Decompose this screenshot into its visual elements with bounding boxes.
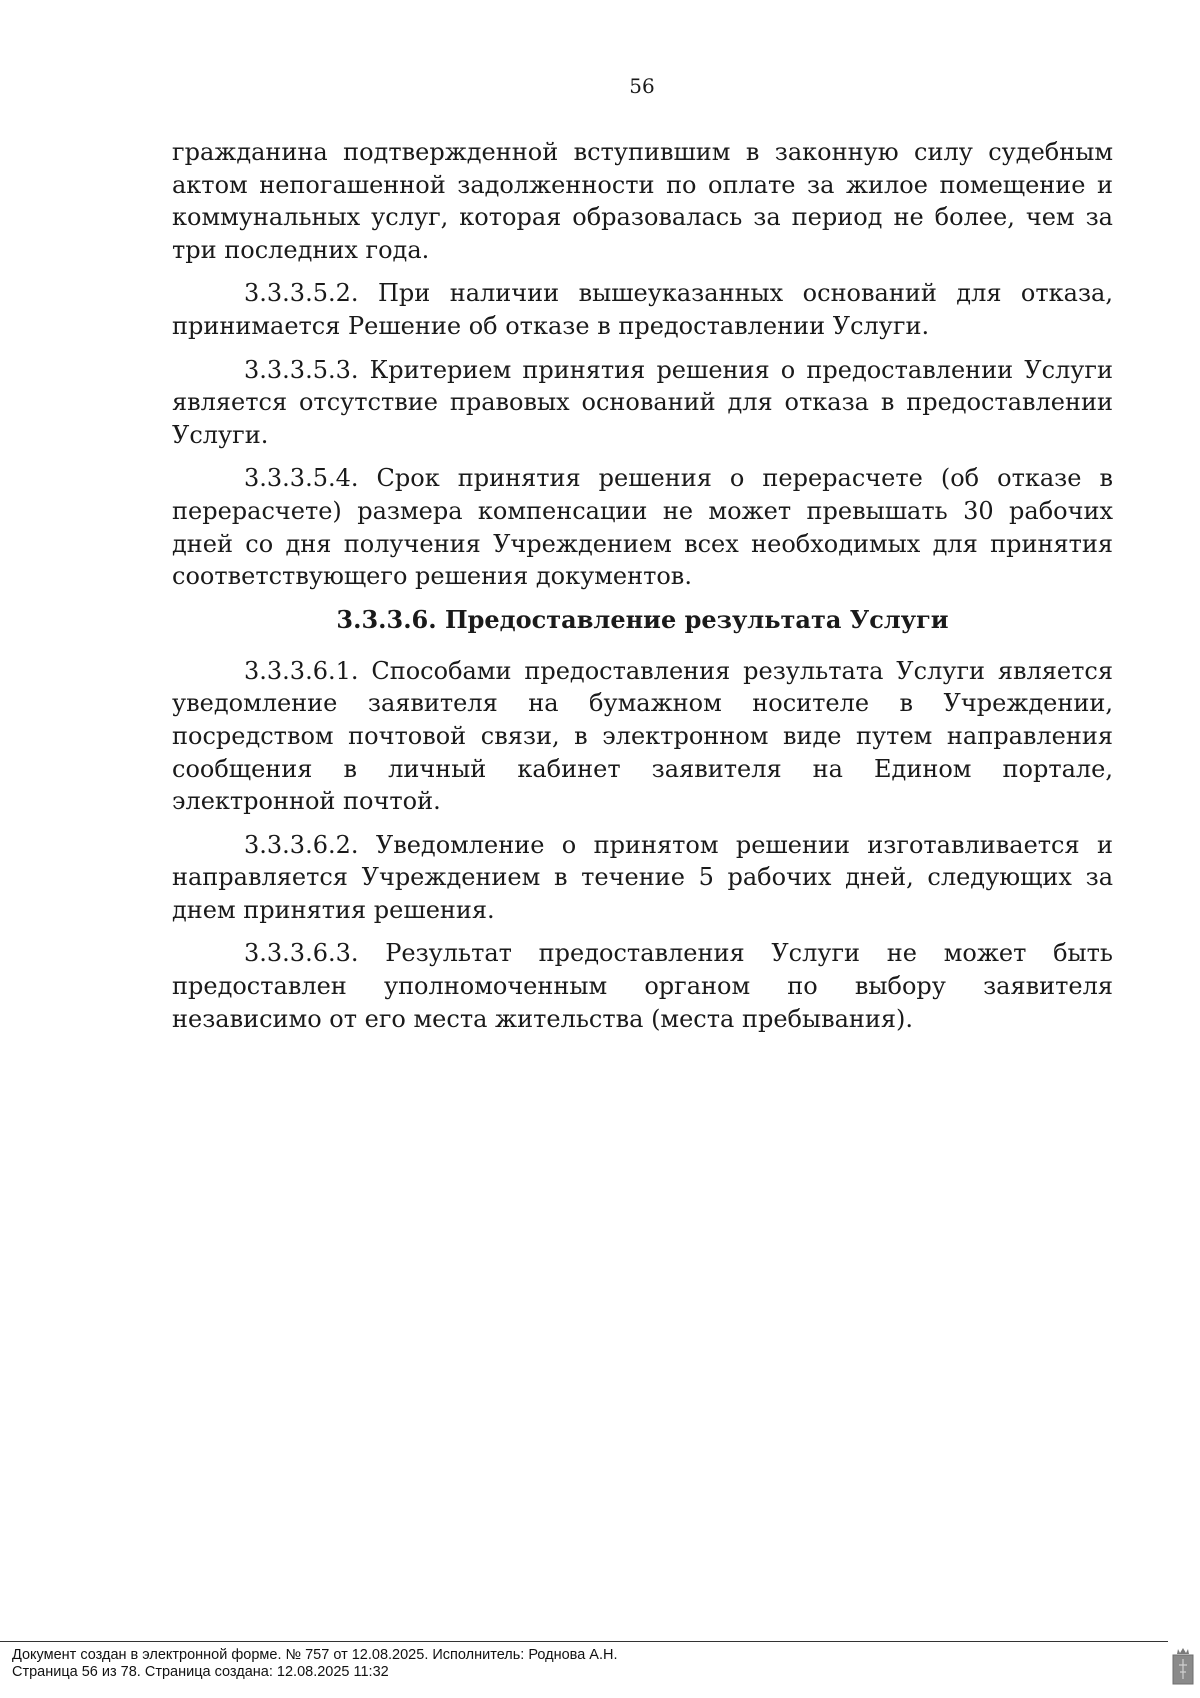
- paragraph-3-3-3-5-2: 3.3.3.5.2. При наличии вышеуказанных оснований для отказа, принимается Решение об отказе в предоставлении Услуги.: [172, 279, 1113, 340]
- paragraph-3-3-3-6-3: 3.3.3.6.3. Результат предоставления Услуги не может быть предоставлен уполномоченным органом по выбору заявителя независимо от его места жительства (места пребывания).: [172, 939, 1113, 1033]
- page-number: 56: [629, 74, 655, 98]
- footer-divider: [0, 1641, 1168, 1642]
- paragraph-3-3-3-5-3: 3.3.3.5.3. Критерием принятия решения о предоставлении Услуги является отсутствие правовых оснований для отказа в предоставлении Услуги.: [172, 355, 1113, 449]
- paragraph-3-3-3-5-4: 3.3.3.5.4. Срок принятия решения о перерасчете (об отказе в перерасчете) размера компенсации не может превышать 30 рабочих дней со дня получения Учреждением всех необходимых для принятия соответствующего решения документов.: [172, 464, 1113, 591]
- document-body: [172, 136, 1113, 1046]
- paragraph-3-3-3-6-1: 3.3.3.6.1. Способами предоставления результата Услуги является уведомление заявителя на бумажном носителе в Учреждении, посредством почтовой связи, в электронном виде путем направления сообщения в личный кабинет заявителя на Едином портале, электронной почтой.: [172, 656, 1113, 816]
- footer-line-page-info: Страница 56 из 78. Страница создана: 12.08.2025 11:32: [12, 1663, 389, 1680]
- paragraph-3-3-3-6-2: 3.3.3.6.2. Уведомление о принятом решении изготавливается и направляется Учреждением в течение 5 рабочих дней, следующих за днем принятия решения.: [172, 830, 1113, 924]
- footer: [12, 1647, 618, 1680]
- section-heading: 3.3.3.6. Предоставление результата Услуги: [336, 604, 949, 634]
- paragraph-continuation: гражданина подтвержденной вступившим в законную силу судебным актом непогашенной задолженности по оплате за жилое помещение и коммунальных услуг, которая образовалась за период не более, чем за три последних года.: [172, 138, 1113, 264]
- footer-line-document-info: Документ создан в электронной форме. № 757 от 12.08.2025. Исполнитель: Роднова А.Н.: [12, 1647, 618, 1663]
- coat-of-arms-icon: [1172, 1645, 1194, 1685]
